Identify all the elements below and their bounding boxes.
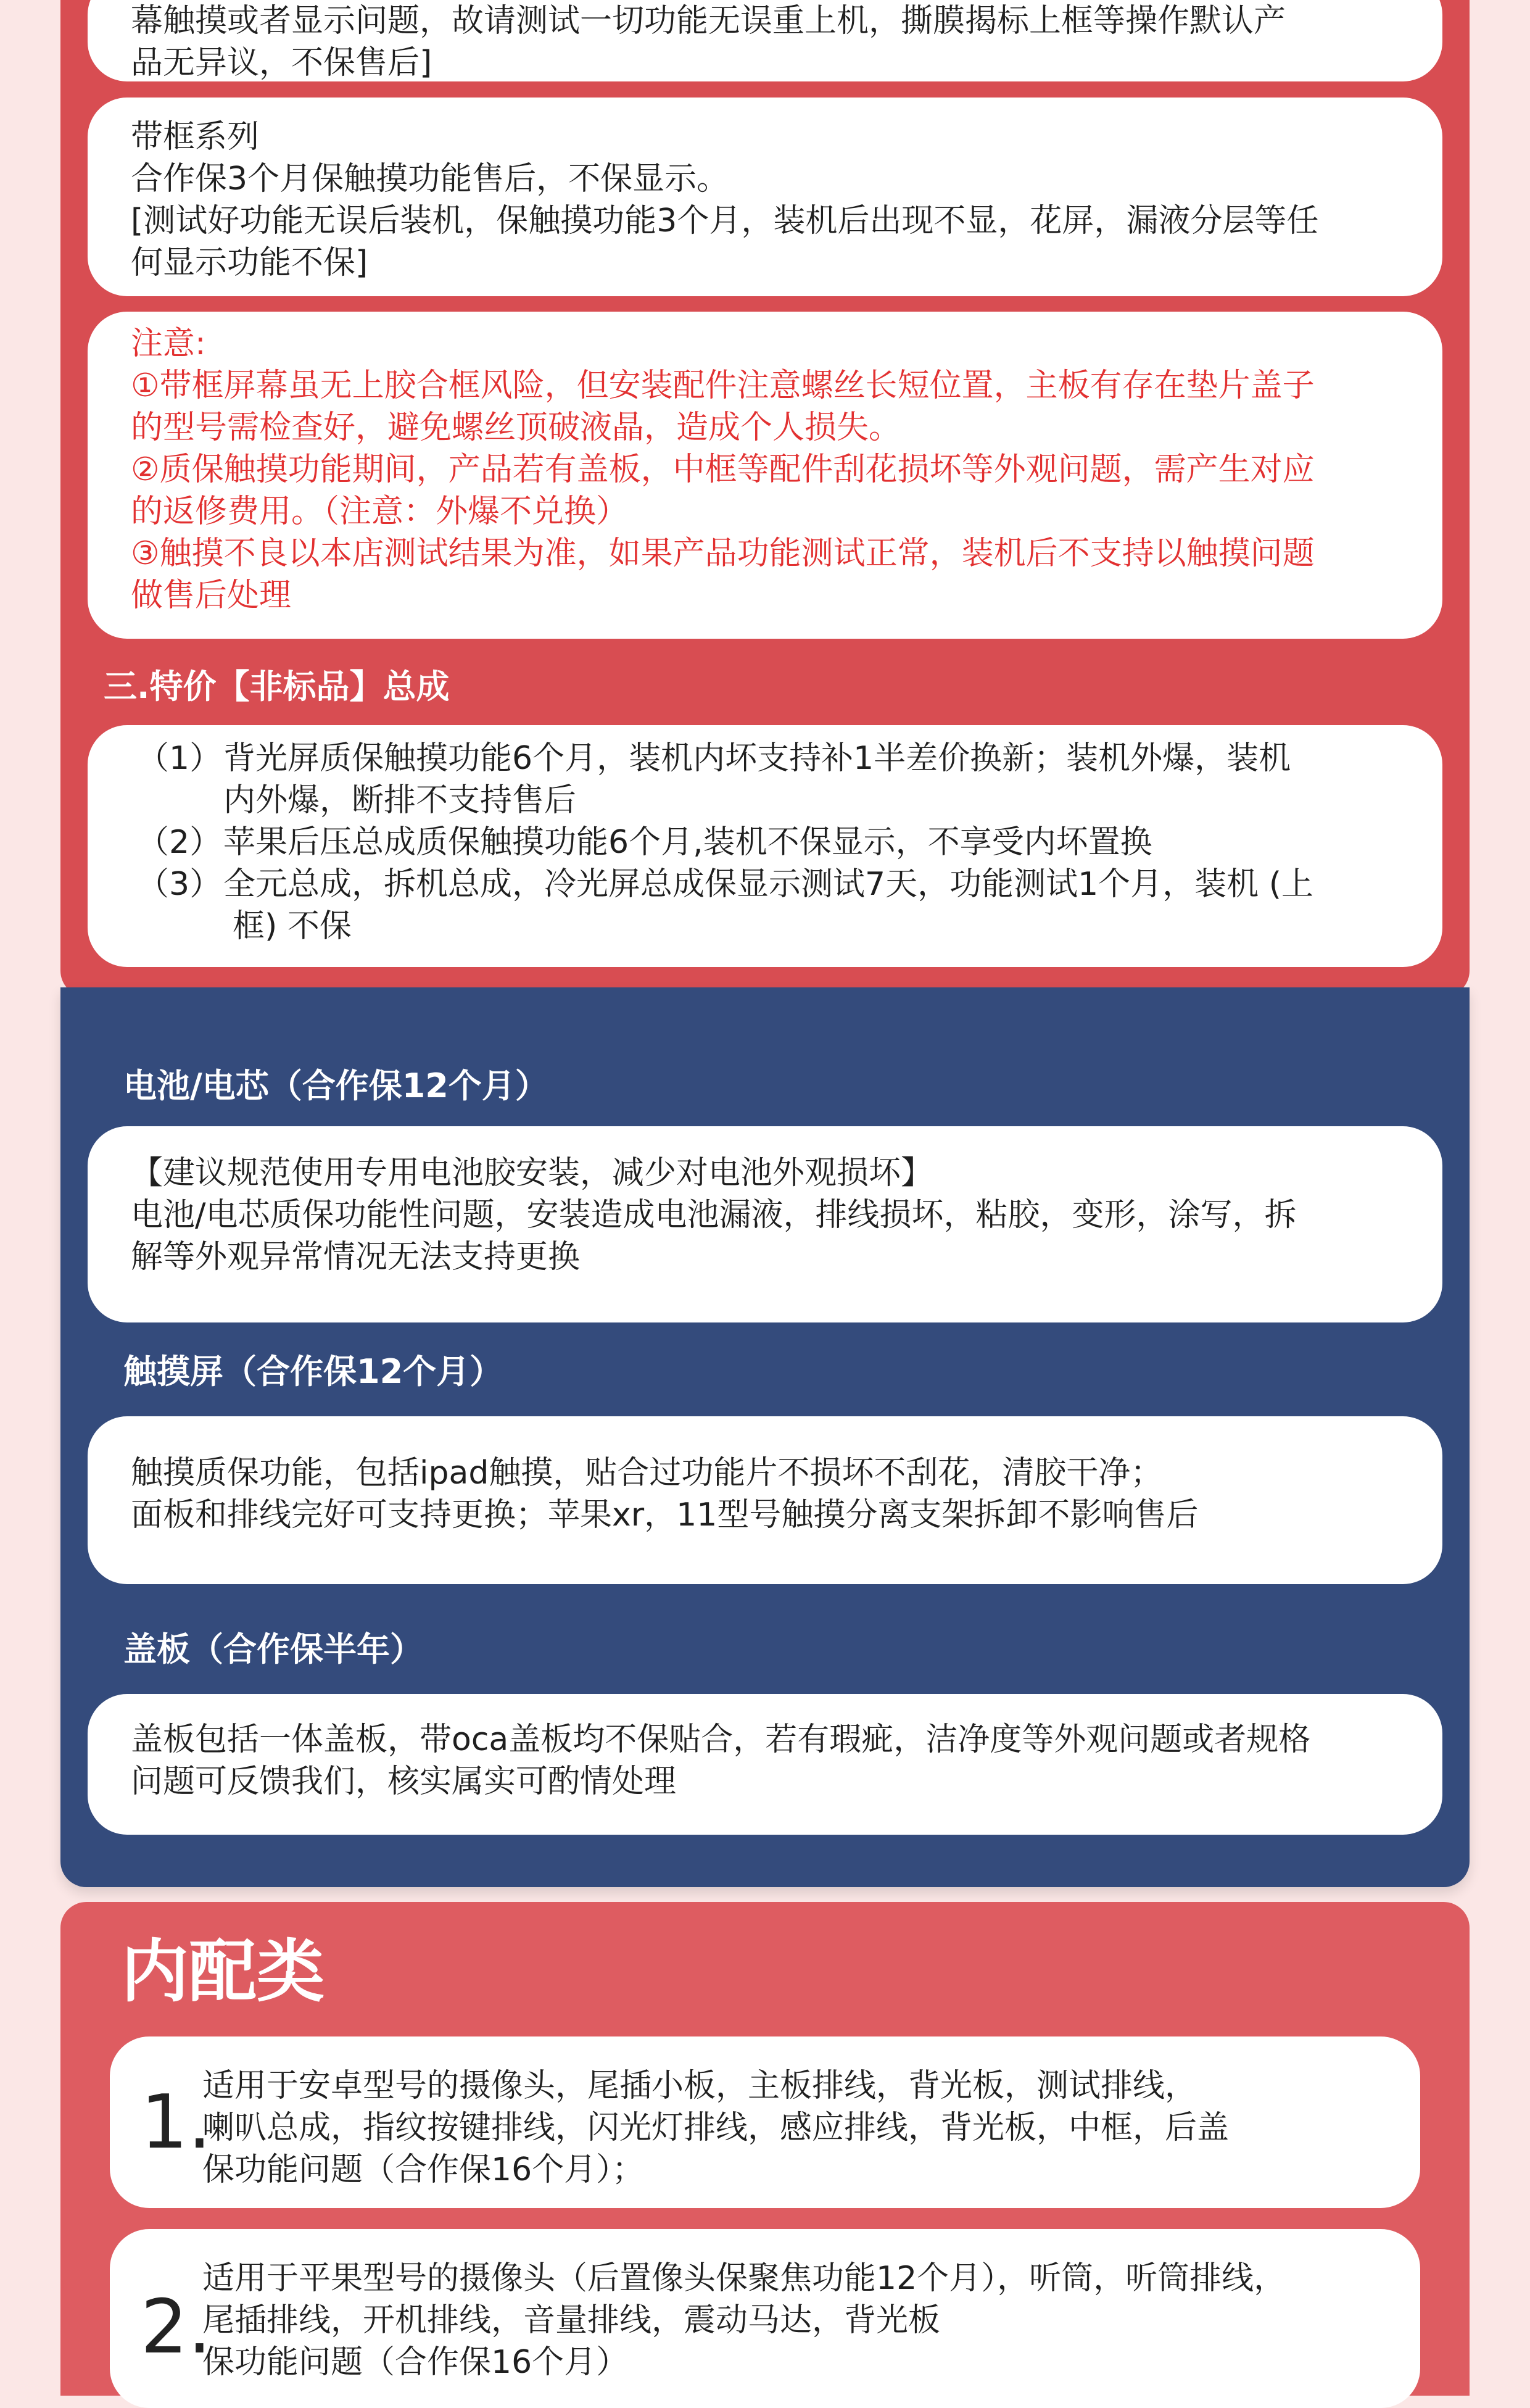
card-inner-item-1 <box>110 2036 1420 2208</box>
text-line: 【建议规范使用专用电池胶安装，减少对电池外观损坏】 <box>131 1155 933 1192</box>
section-title-touch: 触摸屏（合作保12个月） <box>123 1352 503 1391</box>
section-title-special: 三.特价【非标品】总成 <box>104 667 450 706</box>
section-title-cover: 盖板（合作保半年） <box>123 1630 423 1669</box>
text-line: 保功能问题（合作保16个月）； <box>202 2151 645 2188</box>
text-line: 品无异议，不保售后] <box>131 44 432 81</box>
text-line: 解等外观异常情况无法支持更换 <box>131 1239 581 1276</box>
card-special-assembly <box>88 725 1442 967</box>
item-number: （3） <box>137 866 222 903</box>
notice-line: 做售后处理 <box>131 577 292 614</box>
item-number: （1） <box>137 740 222 777</box>
text-line: 全元总成，拆机总成，冷光屏总成保显示测试7天，功能测试1个月，装机 (上 <box>223 866 1313 903</box>
notice-line: 的返修费用。（注意：外爆不兑换） <box>131 493 629 530</box>
text-line: 适用于平果型号的摄像头（后置像头保聚焦功能12个月），听筒，听筒排线， <box>202 2260 1286 2297</box>
text-line: 面板和排线完好可支持更换；苹果xr，11型号触摸分离支架拆卸不影响售后 <box>131 1497 1199 1534</box>
notice-line: 的型号需检查好，避免螺丝顶破液晶，造成个人损失。 <box>131 409 901 446</box>
card-notice <box>88 312 1442 639</box>
card-frame-series <box>88 98 1442 296</box>
text-line: 合作保3个月保触摸功能售后，不保显示。 <box>131 160 729 197</box>
card-battery <box>88 1126 1442 1322</box>
section-title-battery: 电池/电芯（合作保12个月） <box>123 1066 548 1105</box>
text-line: [测试好功能无误后装机，保触摸功能3个月，装机后出现不显，花屏，漏液分层等任 <box>131 202 1319 239</box>
notice-line: ②质保触摸功能期间，产品若有盖板，中框等配件刮花损坏等外观问题，需产生对应 <box>131 451 1315 488</box>
text-line: 问题可反馈我们，核实属实可酌情处理 <box>131 1763 677 1800</box>
text-line: 适用于安卓型号的摄像头，尾插小板，主板排线，背光板，测试排线， <box>202 2067 1197 2104</box>
text-line: 尾插排线，开机排线，音量排线，震动马达，背光板 <box>202 2302 941 2339</box>
card-title: 带框系列 <box>131 118 260 156</box>
text-line: 喇叭总成，指纹按键排线，闪光灯排线，感应排线，背光板，中框，后盖 <box>202 2109 1230 2146</box>
text-line: 框) 不保 <box>233 908 352 945</box>
notice-line: ①带框屏幕虽无上胶合框风险，但安装配件注意螺丝长短位置，主板有存在垫片盖子 <box>131 367 1315 404</box>
text-line: 电池/电芯质保功能性问题，安装造成电池漏液，排线损坏，粘胶，变形，涂写，拆 <box>131 1197 1297 1234</box>
section-title-inner-parts: 内配类 <box>121 1932 325 2011</box>
notice-title: 注意: <box>131 325 206 362</box>
text-line: 背光屏质保触摸功能6个月，装机内坏支持补1半差价换新；装机外爆，装机 <box>223 740 1291 777</box>
text-line: 盖板包括一体盖板，带oca盖板均不保贴合，若有瑕疵，洁净度等外观问题或者规格 <box>131 1721 1311 1758</box>
item-number: 1. <box>141 2080 212 2165</box>
text-line: 触摸质保功能，包括ipad触摸，贴合过功能片不损坏不刮花，清胶干净； <box>131 1455 1163 1492</box>
notice-line: ③触摸不良以本店测试结果为准，如果产品功能测试正常，装机后不支持以触摸问题 <box>131 535 1315 572</box>
list-item <box>137 863 1399 947</box>
list-item <box>137 737 1399 821</box>
item-number: 2. <box>141 2285 212 2370</box>
item-number: （2） <box>137 824 222 861</box>
text-line: 何显示功能不保] <box>131 244 368 281</box>
card-cover <box>88 1694 1442 1835</box>
text-line: 保功能问题（合作保16个月） <box>202 2344 629 2381</box>
text-line: 内外爆，断排不支持售后 <box>223 782 577 819</box>
text-line: 苹果后压总成质保触摸功能6个月,装机不保显示，不享受内坏置换 <box>223 824 1152 861</box>
card-touch <box>88 1416 1442 1584</box>
list-item <box>137 821 1399 863</box>
card-inner-item-2 <box>110 2229 1420 2408</box>
card-top-partial <box>88 0 1442 81</box>
text-line: 幕触摸或者显示问题，故请测试一切功能无误重上机，撕膜揭标上框等操作默认产 <box>131 2 1286 39</box>
